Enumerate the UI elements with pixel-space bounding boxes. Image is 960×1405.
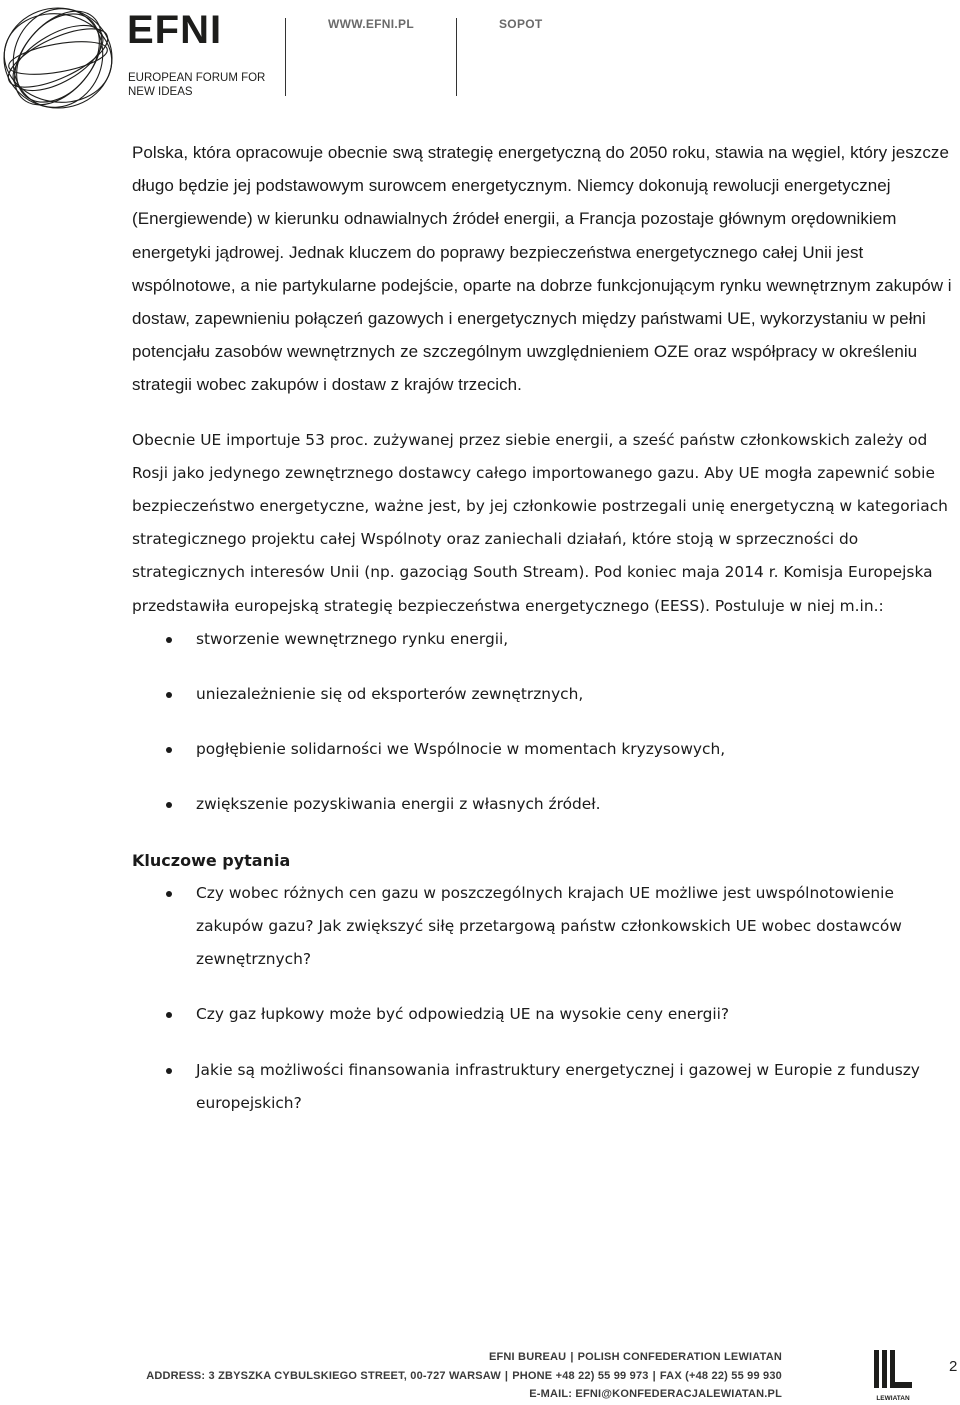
list-item: stworzenie wewnętrznego rynku energii, xyxy=(132,623,958,656)
list-item: zwiększenie pozyskiwania energii z własnych źródeł. xyxy=(132,788,958,821)
bullet-icon xyxy=(166,692,172,698)
lewiatan-logo-icon xyxy=(868,1346,918,1402)
key-questions-list xyxy=(132,877,958,1120)
footer-organization: EFNI BUREAU | POLISH CONFEDERATION LEWIATAN xyxy=(488,1351,782,1363)
list-item: Czy wobec różnych cen gazu w poszczególnych krajach UE możliwe jest uwspólnotowienie zakupów gazu? Jak zwiększyć siłę przetargową państw członkowskich UE wobec dostawców zewnętrznych? xyxy=(132,877,958,977)
bullet-icon xyxy=(166,747,172,753)
bullet-icon xyxy=(166,891,172,897)
paragraph-intro: Polska, która opracowuje obecnie swą strategię energetyczną do 2050 roku, stawia na węgiel, który jeszcze długo będzie jej podstawowym surowcem energetycznym. Niemcy dokonują rewolucji energetycznej (Energiewende) w kierunku odnawialnych źródeł energii, a Francja pozostaje głównym orędownikiem energetyki jądrowej. Jednak kluczem do poprawy bezpieczeństwa energetycznego całej Unii jest wspólnotowe, a nie partykularne podejście, oparte na dobrze funkcjonującym rynku wewnętrznym zakupów i dostaw, zapewnieniu połączeń gazowych i energetycznych między państwami UE, wykorzystaniu w pełni potencjału zasobów wewnętrznych ze szczególnym uwzględnieniem OZE oraz współpracy w określeniu strategii wobec zakupów i dostaw z krajów trzecich. xyxy=(132,143,952,395)
brand-tagline: EUROPEAN FORUM FOR NEW IDEAS xyxy=(128,72,266,98)
header-divider xyxy=(285,18,286,96)
header-divider xyxy=(456,18,457,96)
bullet-icon xyxy=(166,637,172,643)
bullet-icon xyxy=(166,1068,172,1074)
document-body xyxy=(132,136,958,1142)
section-heading: Kluczowe pytania xyxy=(132,850,291,870)
paragraph-import: Obecnie UE importuje 53 proc. zużywanej przez siebie energii, a sześć państw członkowskich zależy od Rosji jako jedynego zewnętrznego dostawcy całego importowanego gazu. Aby UE mogła zapewnić sobie bezpieczeństwo energetyczne, ważne jest, by jej członkowie postrzegali unię energetyczną w kategoriach strategicznego projektu całej Wspólnoty oraz zaniechali działań, które stoją w sprzeczności do strategicznych interesów Unii (np. gazociąg South Stream). Pod koniec maja 2014 r. Komisja Europejska przedstawiła europejską strategię bezpieczeństwa energetycznego (EESS). Postuluje w niej m.in.: xyxy=(132,430,948,615)
efni-globe-logo-icon xyxy=(0,0,116,112)
list-item: uniezależnienie się od eksporterów zewnętrznych, xyxy=(132,678,958,711)
list-item: Czy gaz łupkowy może być odpowiedzią UE na wysokie ceny energii? xyxy=(132,998,958,1031)
bullet-icon xyxy=(166,1012,172,1018)
page-number: 2 xyxy=(949,1358,958,1375)
footer-email[interactable]: E-MAIL: EFNI@KONFEDERACJALEWIATAN.PL xyxy=(529,1388,782,1400)
location-label: SOPOT xyxy=(499,17,543,31)
page-header xyxy=(0,0,960,115)
brand-name: EFNI xyxy=(127,8,223,52)
list-item: pogłębienie solidarności we Wspólnocie w momentach kryzysowych, xyxy=(132,733,958,766)
page-footer xyxy=(0,1340,960,1405)
website-link[interactable]: WWW.EFNI.PL xyxy=(328,17,414,31)
footer-address: ADDRESS: 3 ZBYSZKA CYBULSKIEGO STREET, 00-727 WARSAW | PHONE +48 22) 55 99 973 | FAX (+48 22) 55 99 930 xyxy=(146,1370,782,1382)
lewiatan-logo-text: LEWIATAN xyxy=(876,1395,910,1402)
eess-postulates-list xyxy=(132,623,958,822)
list-item: Jakie są możliwości finansowania infrastruktury energetycznej i gazowej w Europie z funduszy europejskich? xyxy=(132,1054,958,1120)
bullet-icon xyxy=(166,802,172,808)
